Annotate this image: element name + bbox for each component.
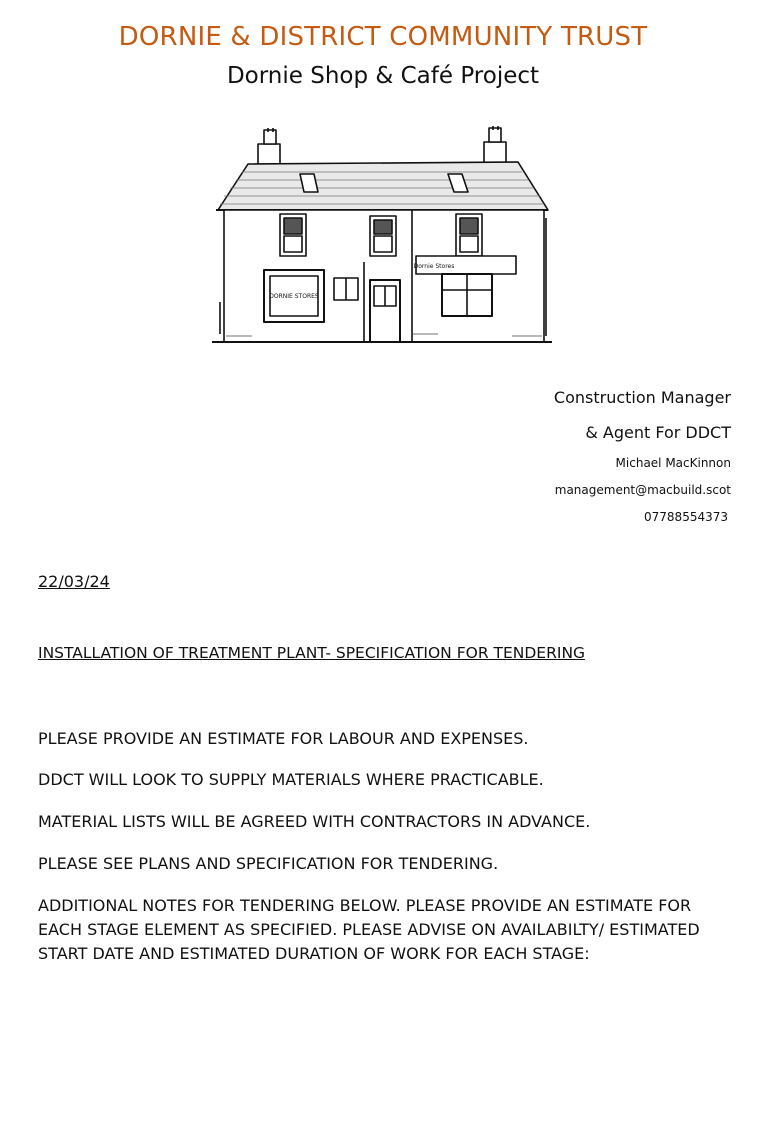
contact-name: Michael MacKinnon [615,456,731,470]
paragraph-material-lists: MATERIAL LISTS WILL BE AGREED WITH CONTRACTORS IN ADVANCE. [38,812,591,831]
paragraph-materials-supply: DDCT WILL LOOK TO SUPPLY MATERIALS WHERE PRACTICABLE. [38,770,544,789]
paragraph-labour-estimate: PLEASE PROVIDE AN ESTIMATE FOR LABOUR AND EXPENSES. [38,729,529,748]
document-date: 22/03/24 [38,572,110,591]
organisation-title: DORNIE & DISTRICT COMMUNITY TRUST [118,22,648,52]
shop-sign-left: DORNIE STORES [269,293,319,300]
contact-role-line-1: Construction Manager [553,388,731,407]
paragraph-see-plans: PLEASE SEE PLANS AND SPECIFICATION FOR TENDERING. [38,854,499,873]
project-title: Dornie Shop & Café Project [226,63,540,89]
contact-block [554,380,731,531]
building-sketch-icon [212,122,552,348]
contact-role-line-2: & Agent For DDCT [585,423,731,442]
shop-sign-right: Dornie Stores [413,263,455,270]
specification-heading: INSTALLATION OF TREATMENT PLANT- SPECIFICATION FOR TENDERING [38,644,586,662]
contact-email[interactable]: management@macbuild.scot [554,483,731,497]
paragraph-additional-notes: ADDITIONAL NOTES FOR TENDERING BELOW. PLEASE PROVIDE AN ESTIMATE FOR EACH STAGE ELEMENT AS SPECIFIED. PLEASE ADVISE ON AVAILABILTY/ ESTIMATED START DATE AND ESTIMATED DURATION OF WORK FOR EACH STAGE: [38,896,700,963]
contact-phone: 07788554373 [644,510,728,524]
